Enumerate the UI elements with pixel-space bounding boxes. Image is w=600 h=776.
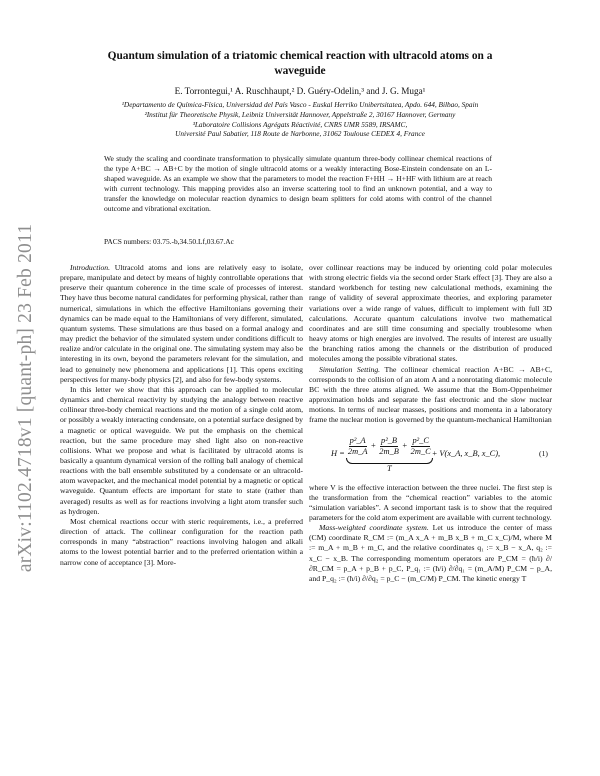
affiliation-4: Université Paul Sabatier, 118 Route de Narbonne, 31062 Toulouse CEDEX 4, France <box>175 129 425 139</box>
abstract: We study the scaling and coordinate transformation to physically simulate quantum three-body collinear chemical reactions of the type A+BC → AB+C by the motion of single ultracold atoms or a weakly interacting Bose-Einstein condensate on an L-shaped waveguide. As an example we show that the parameters to model the reaction F+HH → H+HF with lithium are at reach with current technology. This mapping provides also an inverse scattering tool to find an unknown potential, and a way to transfer the knowledge on molecular reaction dynamics to design beam splitters for cold atoms with control of the channel outcome and vibrational excitation. <box>104 154 492 213</box>
simulation-setting-text: The collinear chemical reaction A+BC → AB+C, corresponds to the collision of an atom A and a nonrotating diatomic molecule BC with the three atoms aligned. We assume that the Born-Oppenheimer approximation holds and separate the fast electronic and the slow nuclear motions. In terms of nuclear masses, positions and momenta in a laboratory frame the nuclear motion is governed by the quantum-mechanical Hamiltonian <box>309 364 552 425</box>
title-line-2: waveguide <box>274 64 326 77</box>
equation-hamiltonian <box>309 429 552 481</box>
affiliation-1: ¹Departamento de Química-Física, Universidad del País Vasco - Euskal Herriko Unibertsitatea, Apdo. 644, Bilbao, Spain <box>121 100 479 109</box>
affiliations <box>60 100 540 139</box>
paragraph-simulation-setting <box>309 365 552 426</box>
pacs-numbers: PACS numbers: 03.75.-b,34.50.Lf,03.67.Ac <box>104 237 234 246</box>
underbrace-label: T <box>386 464 392 473</box>
equation-potential: + V(x_A, x_B, x_C), <box>431 449 501 459</box>
equation-number: (1) <box>539 449 548 459</box>
paragraph-collinear-continuation: over collinear reactions may be induced by orienting cold polar molecules with strong electric fields via the second order Stark effect [3]. They are also a standard workbench for testing new calculational methods, examining the range of validity of several approximate theories, and exploring parameter variations over a wide range of values, difficult to implement with full 3D calculations. Accurate quantum calculations involve two mathematical coordinates and are still time consuming and specially troublesome when heavy atoms or high energies are involved. The results of interest are usually the branching ratios among the channels or the distribution of produced molecules among the possible vibrational states. <box>309 263 552 364</box>
arxiv-identifier-stamp <box>6 198 46 598</box>
steric-text: Most chemical reactions occur with steric requirements, i.e., a preferred direction of attack. The collinear configuration for the reaction path corresponds in many “abstraction” reactions involving halogen and alkali atoms to the lowest potential barrier and to the preferred orientation within a narrow cone of acceptance [3]. More- <box>60 516 303 567</box>
section-lead-introduction: Introduction. <box>70 263 111 272</box>
section-lead-mass-weighted: Mass-weighted coordinate system. <box>319 523 429 533</box>
kinetic-term-c: $\frac{\text{p²\_C}}{2m\_C}$ <box>410 436 431 456</box>
mass-weighted-text: Let us introduce the center of mass (CM) coordinate R_CM := (m_A x_A + m_B x_B + m_C x_C)/M, where M := m_A + m_B + m_C, and the relative coordinates q₁ := x_B − x_A, q₂ := x_C − x_B. The corresponding momentum operators are P_CM = (ħ/i) ∂/∂R_CM = p_A + p_B + p_C, P_q₁ := (ħ/i) ∂/∂q₁ = (m_A/M) P_CM − p_A, and P_q₂ := (ħ/i) ∂/∂q₂ = p_C − (m_C/M) P_CM. The kinetic energy T <box>309 523 553 583</box>
letter-approach-text: In this letter we show that this approach can be applied to molecular dynamics and chemical reactivity by studying the analogy between reactive collinear three-body chemical reactions and the motion of a single cold atom, or possibly a weakly interacting condensate, on a potential surface designed by a magnetic or optical waveguide. We put the emphasis on the chemical reaction, but the same procedure may shed light also on non-reactive collisions. What we propose and what is facilitated by ultracold atoms is basically a quantum dynamical version of the rolling ball analogy of chemical reactions with the ball ensemble substituted by a condensate or an ultracold-atom wavepacket, and the mechanical model potential by a magnetic or optical waveguide. Quantum effects are important for state to state (rather than averaged) results as well as for reactions involving a light atom transfer such as hydrogen. <box>60 384 303 516</box>
title-line-1: Quantum simulation of a triatomic chemical reaction with ultracold atoms on a <box>107 50 493 62</box>
paper-title <box>60 49 540 78</box>
paragraph-introduction <box>60 263 303 385</box>
affiliation-2: ²Institut für Theoretische Physik, Leibniz Universität Hannover, Appelstraße 2, 30167 Hannover, Germany <box>144 109 456 119</box>
kinetic-energy-group: $\frac{\text{p²\_A}}{2m\_A}$ + $\frac{\text{p²\_B}}{2m\_B}$ + $\frac{\text{p²\_C}}{2m\_C}$ T <box>347 436 431 473</box>
kinetic-term-a: $\frac{\text{p²\_A}}{2m\_A}$ <box>347 436 368 456</box>
kinetic-term-b: $\frac{\text{p²\_B}}{2m\_B}$ <box>379 436 399 456</box>
arxiv-identifier-text: arXiv:1102.4718v1 [quant-ph] 23 Feb 2011 <box>15 223 36 573</box>
right-column <box>309 263 552 584</box>
equation-lhs: H = <box>331 449 345 459</box>
paragraph-mass-weighted <box>309 523 552 584</box>
author-list: E. Torrontegui,¹ A. Ruschhaupt,² D. Guéry-Odelin,³ and J. G. Muga¹ <box>174 86 426 96</box>
paragraph-steric <box>60 517 303 568</box>
introduction-text: Ultracold atoms and ions are relatively easy to isolate, prepare, manipulate and detect by means of highly controllable operations that preserve their quantum coherence in the time scale of processes of interest. They have thus become natural candidates for performing physical, rather than numerical, simulations in which the effective Hamiltonians governing their dynamics can be made equal to the Hamiltonians of very different, simulated, quantum systems. These simulations are thus based on a formal analogy and may predict the behavior of the simulated system under conditions difficult to realize and/or calculate in the original one. The simulating system may also be interesting in its own, beyond the parameters relevant for the simulation, and lead to genuinely new phenomena and applications [1]. This opens exciting perspectives for many-body physics [2], and also for few-body systems. <box>60 263 303 384</box>
paragraph-where-v: where V is the effective interaction between the three nuclei. The first step is the transformation from the “chemical reaction” variables to the atomic “simulation variables”. A second important task is to show that the required parameters for the cold atom experiment are available with current technology. <box>309 482 552 522</box>
section-lead-simulation-setting: Simulation Setting. <box>319 364 381 374</box>
equation-body <box>309 436 500 473</box>
left-column <box>60 263 303 568</box>
affiliation-3: ³Laboratoire Collisions Agrégats Réactivité, CNRS UMR 5589, IRSAMC, <box>192 119 408 129</box>
paragraph-letter-approach <box>60 385 303 517</box>
